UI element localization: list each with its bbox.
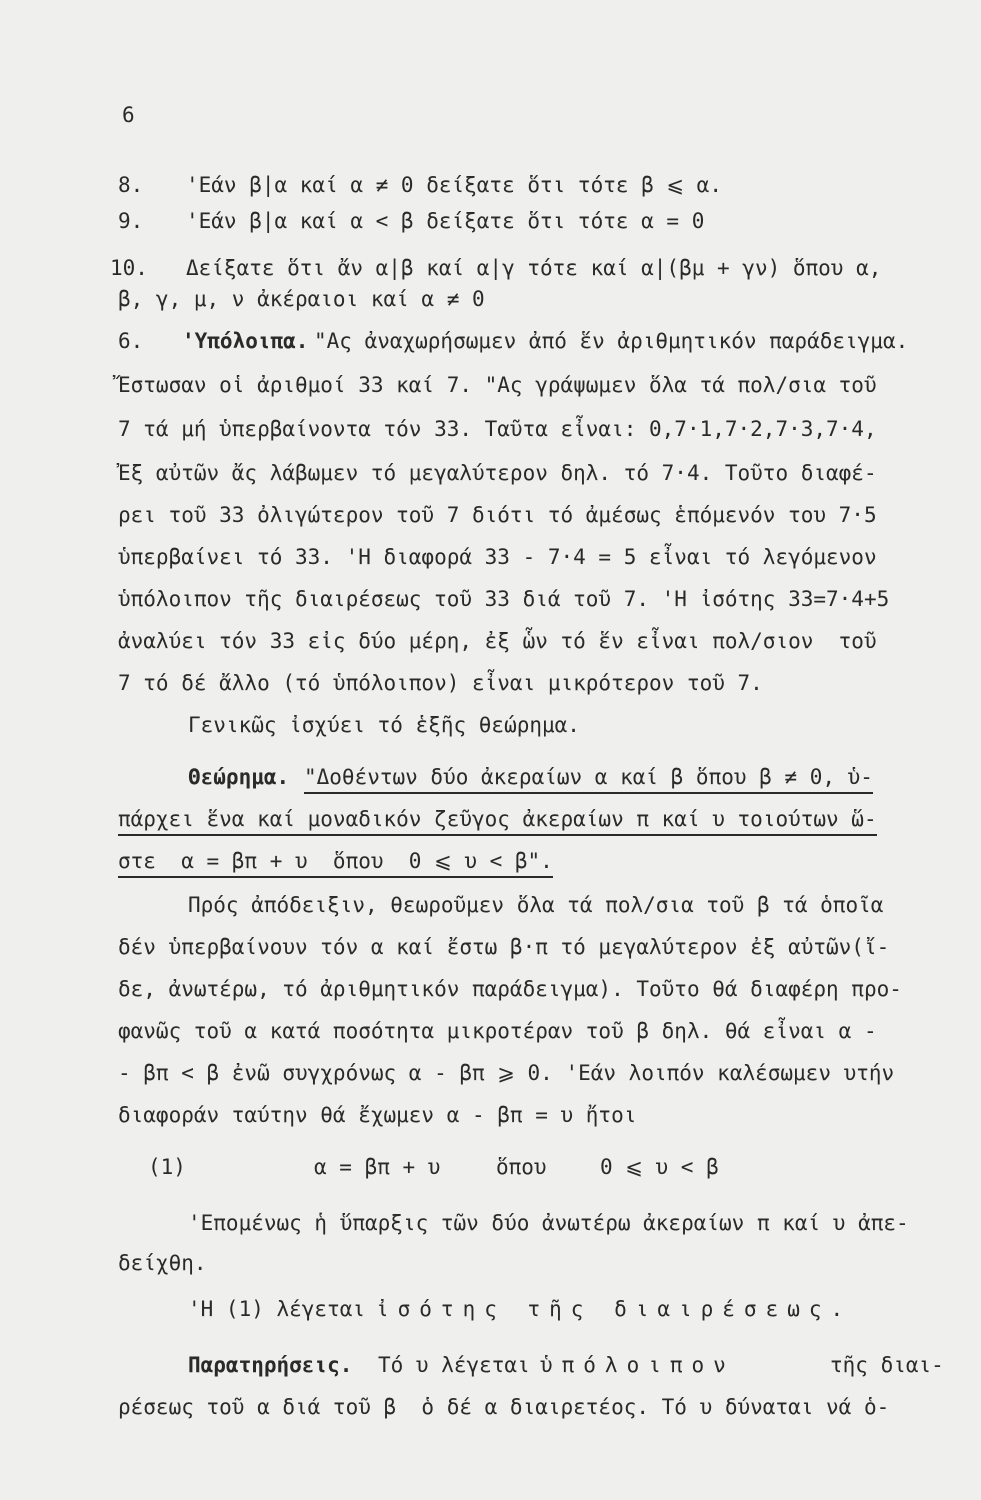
- page-number: 6: [122, 103, 135, 127]
- section-intro-line: Γενικῶς ἰσχύει τό ἑξῆς θεώρημα.: [188, 713, 580, 737]
- theorem-line: πάρχει ἕνα καί μοναδικόν ζεῦγος ἀκεραίων π καί υ τοιούτων ὥ-: [118, 806, 877, 836]
- equation-lhs: α = βπ + υ: [314, 1155, 441, 1179]
- section-intro-line: 7 τά μή ὑπερβαίνοντα τόν 33. Ταῦτα εἶναι: 0,7·1,7·2,7·3,7·4,: [118, 417, 877, 441]
- remarks-label: Παρατηρήσεις.: [188, 1353, 353, 1377]
- theorem-label: Θεώρημα.: [188, 765, 290, 789]
- section-intro-line: 7 τό δέ ἄλλο (τό ὑπόλοιπον) εἶναι μικρότερον τοῦ 7.: [118, 671, 763, 695]
- section-number: 6.: [118, 329, 144, 353]
- exercise-9-text: 'Εάν β|α καί α < β δείξατε ὅτι τότε α = 0: [186, 209, 705, 233]
- proof-line: δε, ἀνωτέρω, τό ἀριθμητικόν παράδειγμα). Τοῦτο θά διαφέρη προ-: [118, 977, 902, 1001]
- section-intro-line: ρει τοῦ 33 ὀλιγώτερον τοῦ 7 διότι τό ἀμέσως ἑπόμενόν του 7·5: [118, 503, 877, 527]
- remarks-term: ὑπόλοιπον: [540, 1353, 735, 1377]
- section-intro-line: Ἐξ αὐτῶν ἄς λάβωμεν τό μεγαλύτερον δηλ. τό 7·4. Τοῦτο διαφέ-: [118, 461, 877, 485]
- theorem-line: στε α = βπ + υ ὅπου 0 ⩽ υ < β".: [118, 848, 553, 878]
- identity-term: ἰσότης τῆς διαιρέσεως.: [376, 1297, 853, 1321]
- exercise-10-text-cont: β, γ, μ, ν ἀκέραιοι καί α ≠ 0: [118, 287, 485, 311]
- section-intro-line: "Ας ἀναχωρήσωμεν ἀπό ἕν ἀριθμητικόν παράδειγμα.: [314, 329, 909, 353]
- theorem-line: "Δοθέντων δύο ἀκεραίων α καί β ὅπου β ≠ 0, ὑ-: [304, 764, 873, 794]
- proof-line: Πρός ἀπόδειξιν, θεωροῦμεν ὅλα τά πολ/σια τοῦ β τά ὁποῖα: [188, 893, 884, 917]
- equation-condition-word: ὅπου: [496, 1155, 547, 1179]
- exercise-8-number: 8.: [118, 173, 144, 197]
- exercise-10-number: 10.: [110, 256, 148, 280]
- proof-line: - βπ < β ἐνῶ συγχρόνως α - βπ ⩾ 0. 'Εάν λοιπόν καλέσωμεν υτήν: [118, 1061, 895, 1085]
- conclusion-line: δείχθη.: [118, 1251, 207, 1275]
- exercise-8-text: 'Εάν β|α καί α ≠ 0 δείξατε ὅτι τότε β ⩽ α.: [186, 173, 722, 197]
- identity-prefix: 'Η (1) λέγεται: [188, 1297, 366, 1321]
- proof-line: δέν ὑπερβαίνουν τόν α καί ἔστω β·π τό μεγαλύτερον ἐξ αὐτῶν(ἴ-: [118, 935, 890, 959]
- section-intro-line: ὑπόλοιπον τῆς διαιρέσεως τοῦ 33 διά τοῦ 7. 'Η ἰσότης 33=7·4+5: [118, 587, 890, 611]
- section-intro-line: ὑπερβαίνει τό 33. 'Η διαφορά 33 - 7·4 = 5 εἶναι τό λεγόμενον: [118, 545, 877, 569]
- proof-line: φανῶς τοῦ α κατά ποσότητα μικροτέραν τοῦ β δηλ. θά εἶναι α -: [118, 1019, 877, 1043]
- remarks-text: Τό υ λέγεται: [378, 1353, 530, 1377]
- equation-tag: (1): [148, 1155, 186, 1179]
- section-title: 'Υπόλοιπα.: [182, 329, 309, 353]
- remarks-text: ρέσεως τοῦ α διά τοῦ β ὁ δέ α διαιρετέος. Τό υ δύναται νά ὁ-: [118, 1395, 890, 1419]
- remarks-text: τῆς διαι-: [830, 1353, 944, 1377]
- proof-line: διαφοράν ταύτην θά ἔχωμεν α - βπ = υ ἤτοι: [118, 1103, 637, 1127]
- section-intro-line: ἀναλύει τόν 33 εἰς δύο μέρη, ἐξ ὧν τό ἕν εἶναι πολ/σιον τοῦ: [118, 629, 877, 653]
- exercise-10-text: Δείξατε ὅτι ἄν α|β καί α|γ τότε καί α|(βμ + γν) ὅπου α,: [186, 256, 882, 280]
- conclusion-line: 'Επομένως ἡ ὕπαρξις τῶν δύο ἀνωτέρω ἀκεραίων π καί υ ἀπε-: [188, 1211, 909, 1235]
- exercise-9-number: 9.: [118, 209, 144, 233]
- section-intro-line: Ἔστωσαν οἱ ἀριθμοί 33 καί 7. "Ας γράψωμεν ὅλα τά πολ/σια τοῦ: [118, 373, 877, 397]
- equation-condition: 0 ⩽ υ < β: [600, 1155, 719, 1179]
